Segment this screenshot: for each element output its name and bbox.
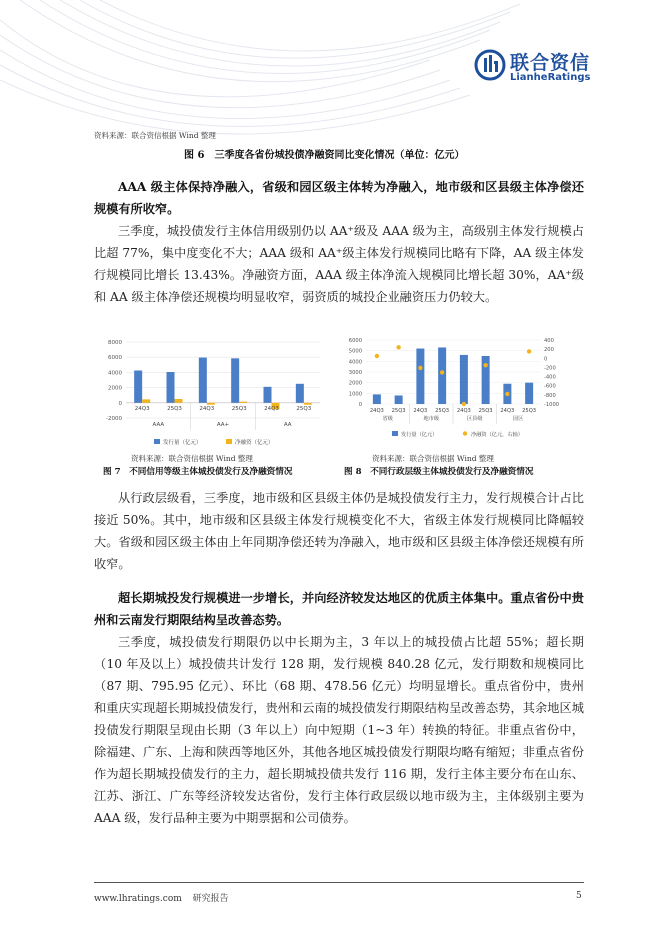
x-tick-label: 24Q3 — [199, 405, 215, 412]
y-left-tick-label: 3000 — [348, 370, 362, 376]
net-financing-bar — [207, 403, 215, 405]
y-right-tick-label: 0 — [544, 356, 548, 363]
net-financing-point — [505, 392, 509, 396]
section1-paragraph: 三季度，城投债发行主体信用级别仍以 AA⁺级及 AAA 级为主，高级别主体发行规模占比超 77%，集中度变化不大；AAA 级和 AA⁺级主体发行规模同比略有下降，AA 级主体发行规模同比增长 13.43%。净融资方面，AAA 级主体净流入规模同比增长超 30%，AA⁺级和 AA 级主体净偿还规模均明显收窄，弱资质的城投企业融资压力仍较大。 — [94, 224, 584, 304]
x-group-label: AA — [283, 422, 292, 428]
lianhe-logo-icon — [474, 49, 506, 81]
footer-text — [94, 891, 229, 904]
y-left-tick-label: 0 — [358, 402, 362, 408]
issuance-bar — [199, 358, 207, 403]
y-left-tick-label: 1000 — [348, 391, 362, 398]
issuance-bar — [134, 371, 142, 403]
net-financing-point — [375, 354, 379, 358]
issuance-bar — [525, 383, 533, 404]
y-tick-label: -2000 — [106, 416, 122, 422]
x-group-label: 园区 — [513, 416, 524, 422]
y-right-tick-label: -1000 — [544, 402, 560, 408]
x-tick-label: 25Q3 — [435, 408, 450, 414]
section3-heading: 超长期城投发行规模进一步增长，并向经济较发达地区的优质主体集中。重点省份中贵州和云南发行期限结构呈改善态势。 — [94, 591, 584, 627]
issuance-bar — [416, 349, 424, 404]
net-financing-point — [396, 345, 400, 349]
y-tick-label: 4000 — [108, 370, 122, 377]
issuance-bar — [231, 358, 239, 402]
legend-swatch — [392, 431, 398, 436]
figure7-source: 资料来源：联合资信根据 Wind 整理 — [131, 454, 253, 463]
net-financing-point — [462, 402, 466, 406]
x-group-label: 区县级 — [466, 416, 483, 422]
legend-swatch — [226, 439, 232, 444]
y-right-tick-label: -400 — [544, 374, 556, 381]
issuance-bar — [167, 372, 175, 403]
figure6-caption: 图 6 三季度各省份城投债净融资同比变化情况（单位：亿元） — [184, 150, 465, 161]
y-tick-label: 0 — [118, 400, 122, 407]
issuance-bar — [395, 395, 403, 404]
net-financing-point — [527, 349, 531, 353]
issuance-bar — [373, 394, 381, 404]
section3-paragraph: 三季度，城投债发行期限仍以中长期为主，3 年以上的城投债占比超 55%；超长期（10 年及以上）城投债共计发行 128 期，发行规模 840.28 亿元，发行期数和规模同比（87 期、795.95 亿元）、环比（68 期、478.56 亿元）均明显增长。重点省份中，贵州和重庆实现超长期城投债发行，贵州和云南的城投债发行期限结构呈改善态势，其余地区城投债发行期限呈现由长期（3 年以上）向中短期（1~3 年）转换的特征。非重点省份中，除福建、广东、上海和陕西等地区外，其他各地区城投债发行期限均略有缩短；非重点省份作为超长期城投债发行的主力，超长期城投债共发行 116 期，发行主体主要分布在山东、江苏、浙江、广东等经济较发达省份，发行主体行政层级以地市级为主，主体级别主要为 AAA 级，发行品种主要为中期票据和公司债券。 — [94, 635, 584, 825]
net-financing-bar — [239, 402, 247, 403]
brand-logo — [474, 48, 594, 88]
x-tick-label: 24Q3 — [413, 408, 428, 414]
section1-heading: AAA 级主体保持净融入，省级和园区级主体转为净融入，地市级和区县级主体净偿还规模有所收窄。 — [94, 180, 584, 216]
brand-name-cn: 联合资信 — [510, 52, 591, 74]
x-tick-label: 24Q3 — [456, 408, 471, 414]
y-right-tick-label: 200 — [544, 347, 554, 354]
footer-divider — [94, 882, 584, 883]
legend-swatch — [154, 439, 160, 444]
net-financing-point — [483, 363, 487, 367]
y-left-tick-label: 5000 — [348, 348, 362, 355]
figure6-source: 资料来源：联合资信根据 Wind 整理 — [94, 131, 216, 140]
x-tick-label: 25Q3 — [231, 405, 247, 412]
issuance-bar — [296, 384, 304, 403]
section2-paragraph: 从行政层级看，三季度，地市级和区县级主体仍是城投债发行主力，发行规模合计占比接近 50%。其中，地市级和区县级主体发行规模变化不大，省级主体发行规模同比降幅较大。省级和园区级主体由上年同期净偿还转为净融入，地市级和区县级主体净偿还规模有所收窄。 — [94, 491, 584, 571]
admin-level-chart — [336, 334, 572, 454]
x-tick-label: 24Q3 — [369, 408, 384, 414]
legend-label: 净融资（亿元，右轴） — [471, 432, 523, 438]
y-tick-label: 6000 — [108, 355, 122, 362]
credit-level-chart — [94, 334, 330, 454]
x-tick-label: 25Q3 — [296, 405, 312, 412]
x-group-label: 省级 — [382, 416, 393, 422]
page-number: 5 — [576, 891, 582, 901]
x-group-label: AAA — [152, 422, 165, 428]
y-left-tick-label: 2000 — [348, 380, 362, 387]
footer-label: 研究报告 — [192, 894, 229, 904]
figure7-caption: 图 7 不同信用等级主体城投债发行及净融资情况 — [103, 467, 293, 477]
x-tick-label: 24Q3 — [134, 405, 150, 412]
x-tick-label: 25Q3 — [522, 408, 537, 414]
issuance-bar — [438, 347, 446, 404]
x-tick-label: 25Q3 — [167, 405, 182, 412]
figure8-caption: 图 8 不同行政层级主体城投债发行及净融资情况 — [344, 467, 534, 477]
brand-name-en: LianheRatings — [510, 72, 591, 83]
x-group-label: 地市级 — [423, 416, 440, 422]
legend-label: 发行量（亿元） — [401, 432, 438, 438]
net-financing-point — [440, 370, 444, 374]
net-financing-bar — [142, 399, 150, 402]
legend-label: 净融资（亿元） — [235, 440, 274, 446]
net-financing-bar — [304, 403, 312, 405]
y-left-tick-label: 4000 — [348, 359, 362, 366]
x-tick-label: 24Q3 — [500, 408, 515, 414]
x-group-label: AA+ — [216, 422, 230, 428]
x-tick-label: 25Q3 — [478, 408, 493, 414]
y-right-tick-label: 400 — [544, 338, 554, 344]
y-tick-label: 8000 — [108, 340, 122, 346]
y-left-tick-label: 6000 — [348, 338, 362, 344]
y-right-tick-label: -600 — [544, 383, 556, 390]
figure8-source: 资料来源：联合资信根据 Wind 整理 — [372, 454, 494, 463]
issuance-bar — [460, 355, 468, 404]
y-right-tick-label: -800 — [544, 392, 556, 399]
issuance-bar — [264, 387, 272, 403]
net-financing-bar — [175, 399, 183, 403]
net-financing-point — [418, 366, 422, 370]
y-tick-label: 2000 — [108, 385, 122, 392]
legend-swatch — [463, 431, 467, 435]
footer-site: www.lhratings.com — [94, 894, 182, 904]
legend-label: 发行量（亿元） — [163, 440, 202, 446]
x-tick-label: 24Q3 — [264, 405, 279, 412]
x-tick-label: 25Q3 — [391, 408, 406, 414]
y-right-tick-label: -200 — [544, 365, 556, 372]
